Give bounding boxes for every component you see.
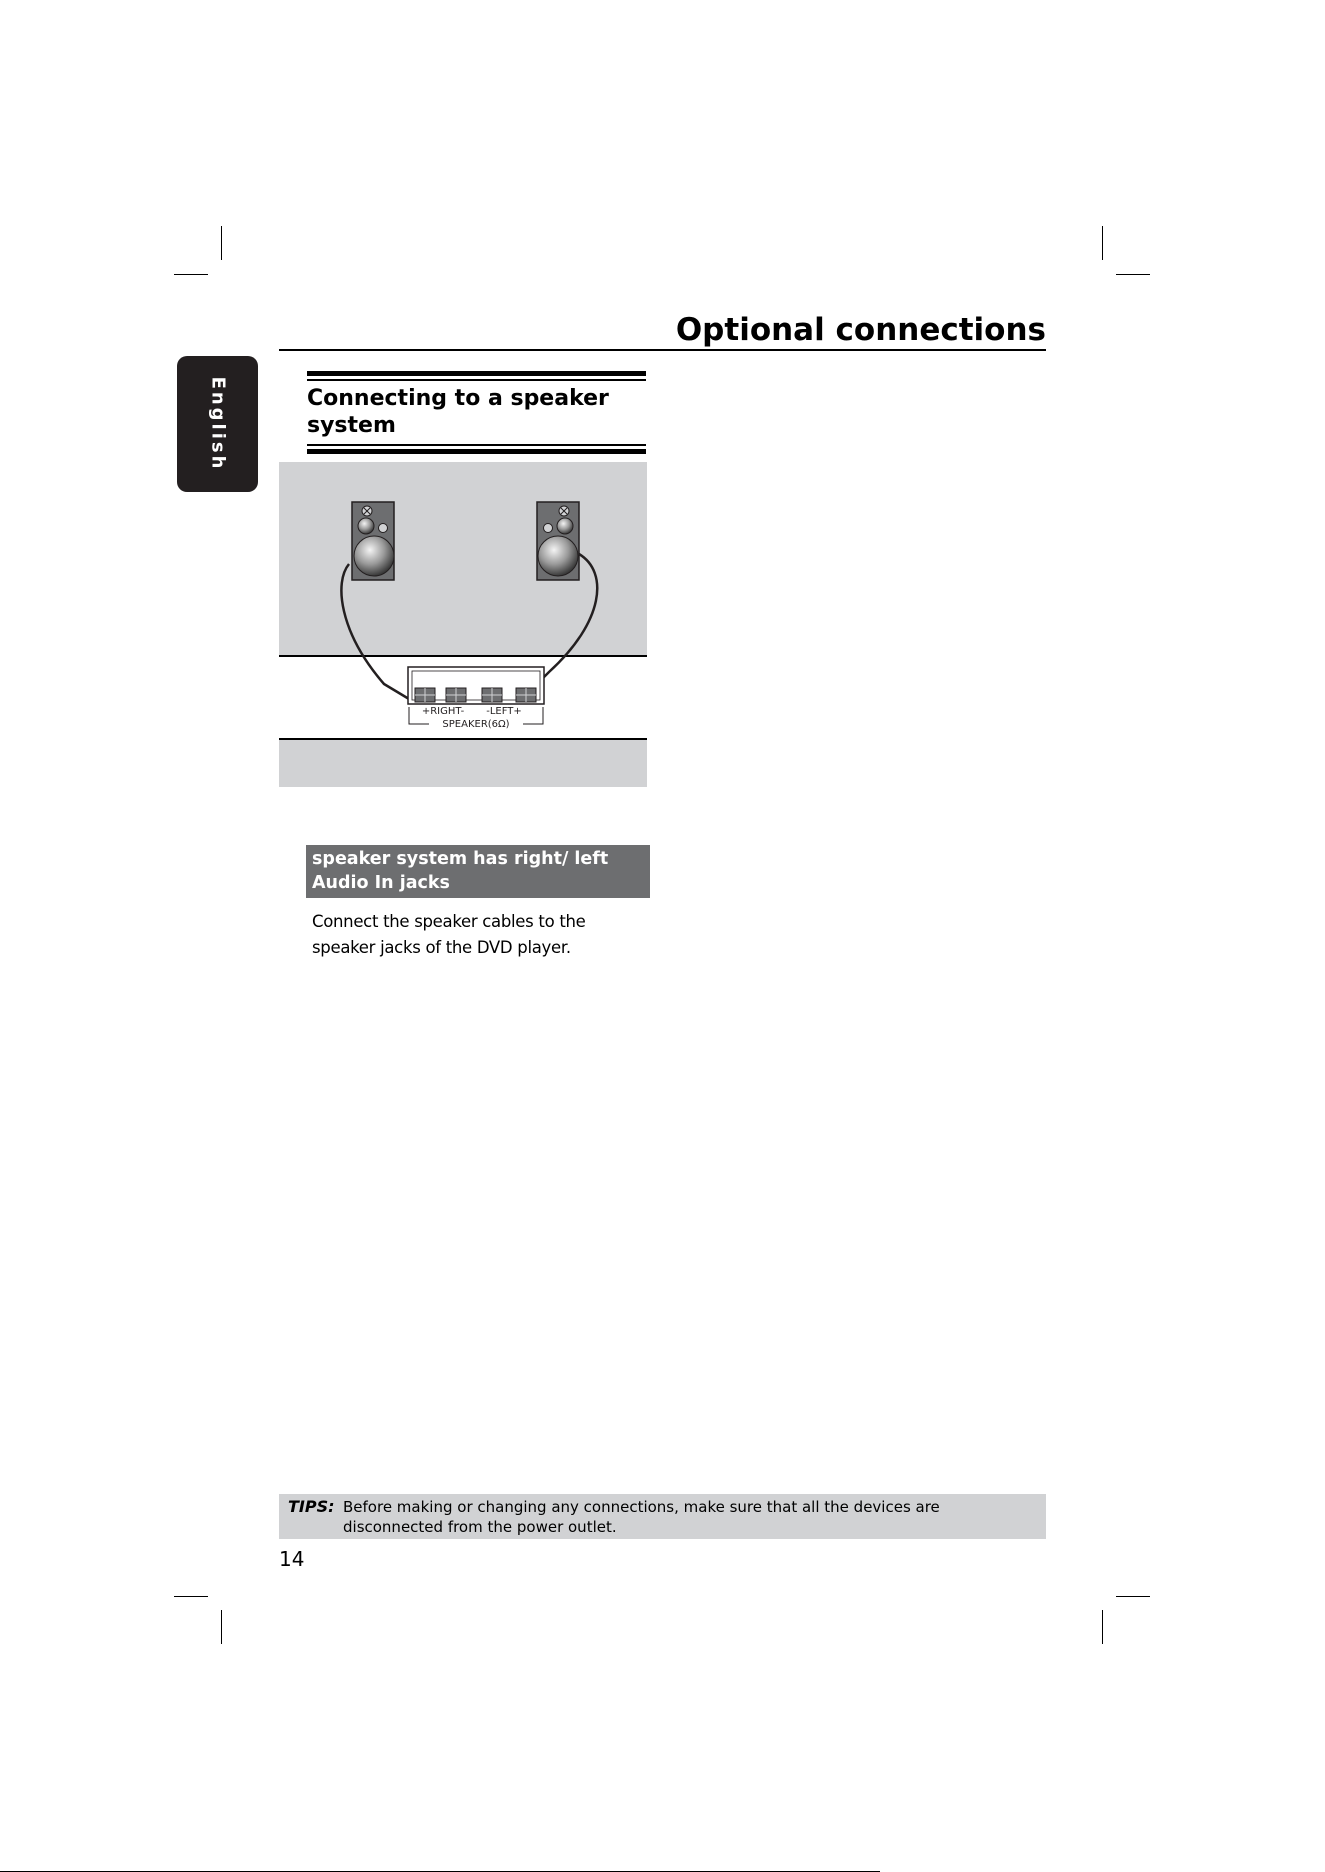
crop-mark — [1102, 1610, 1103, 1644]
crop-mark — [174, 274, 208, 275]
crop-mark — [1102, 226, 1103, 260]
speaker-jack-icon — [415, 688, 435, 702]
speaker-connection-diagram — [279, 462, 647, 787]
instruction-text: Connect the speaker cables to the speaker jacks of the DVD player. — [312, 912, 586, 957]
section-rule — [307, 444, 646, 446]
diagram-background-bottom — [279, 740, 647, 787]
tips-bar — [279, 1494, 1046, 1539]
crop-mark — [1116, 1596, 1150, 1597]
language-tab-label: English — [207, 376, 228, 472]
crop-mark — [174, 1596, 208, 1597]
tips-label: TIPS: — [288, 1497, 335, 1516]
tips-text: Before making or changing any connections, make sure that all the devices are disconnected from the power outlet. — [343, 1498, 940, 1536]
page-number: 14 — [279, 1547, 305, 1571]
jack-label-left: -LEFT+ — [486, 706, 522, 717]
crop-mark — [1116, 274, 1150, 275]
speaker-jack-icon — [482, 688, 502, 702]
language-tab — [177, 356, 258, 492]
jack-label-right: +RIGHT- — [421, 706, 465, 717]
speaker-jack-icon — [516, 688, 536, 702]
section-rule — [307, 449, 646, 454]
diagram-background-top — [279, 462, 647, 656]
speaker-jack-panel — [408, 667, 544, 704]
section-rule — [307, 379, 646, 381]
crop-mark — [221, 226, 222, 260]
left-speaker-icon — [352, 502, 394, 580]
right-speaker-icon — [537, 502, 579, 580]
speaker-jack-icon — [446, 688, 466, 702]
section-title: Connecting to a speaker system — [307, 386, 609, 438]
page-header-title: Optional connections — [675, 312, 1046, 348]
jack-label-speaker: SPEAKER(6Ω) — [442, 719, 510, 730]
section-rule — [307, 371, 646, 376]
crop-mark — [221, 1610, 222, 1644]
header-rule — [279, 349, 1046, 351]
subsection-heading: speaker system has right/ left Audio In jacks — [306, 845, 650, 898]
